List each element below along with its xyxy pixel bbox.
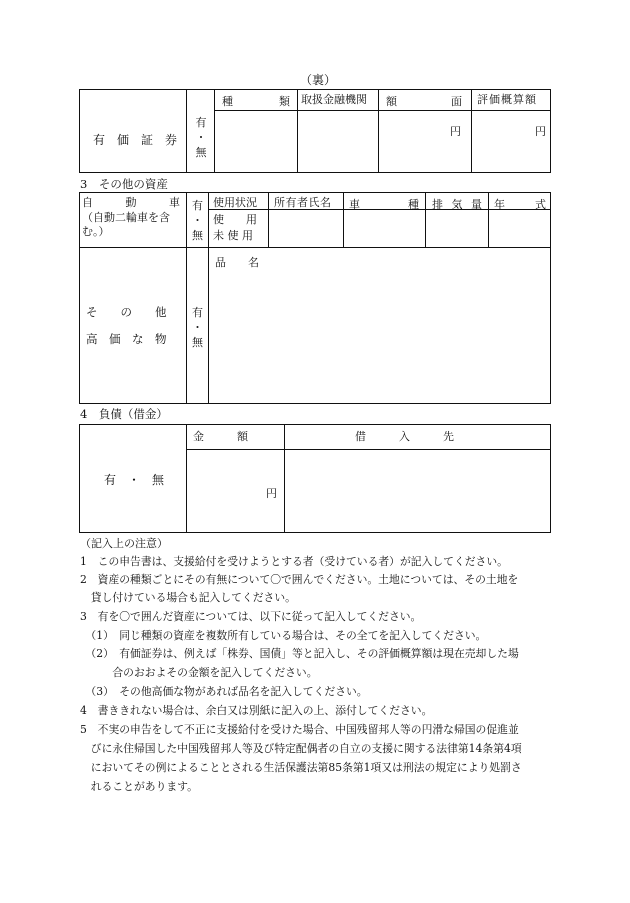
- header-face-value: 額 面: [386, 95, 462, 108]
- note-line: （3） その他高価な物があれば品名を記入してください。: [80, 685, 368, 698]
- header-financial-institution: 取扱金融機関: [301, 93, 367, 106]
- header-displacement: 排 気 量: [432, 198, 482, 211]
- header-vehicle-type: 車 種: [349, 198, 419, 211]
- usage-not-in-use: 未 使 用: [213, 229, 253, 242]
- securities-label: 有 価 証 券: [93, 133, 178, 147]
- header-amount: 金 額: [193, 430, 248, 443]
- item-name-label: 品 名: [215, 256, 259, 269]
- note-line: 合のおおよその金額を記入してください。: [80, 666, 318, 679]
- header-owner-name: 所有者氏名: [274, 196, 332, 209]
- note-line: 2 資産の種類ごとにその有無について〇で囲んでください。土地については、その土地を: [80, 573, 519, 586]
- header-estimated-value: 評価概算額: [477, 93, 537, 106]
- notes-title: （記入上の注意）: [80, 537, 168, 550]
- header-type: 種 類: [222, 95, 290, 108]
- note-line: においてその例によることとされる生活保護法第85条第1項又は刑法の規定により処罰さ: [80, 761, 522, 774]
- valuables-label-1: そ の 他: [86, 305, 167, 319]
- note-line: 3 有を〇で囲んだ資産については、以下に従って記入してください。: [80, 610, 422, 623]
- header-usage-status: 使用状況: [213, 196, 257, 209]
- note-line: （1） 同じ種類の資産を複数所有している場合は、その全てを記入してください。: [80, 629, 487, 642]
- face-value-yen: 円: [450, 125, 461, 138]
- page-side-label: （裏）: [300, 73, 337, 87]
- note-line: 貸し付けている場合も記入してください。: [80, 591, 296, 604]
- header-lender: 借 入 先: [355, 430, 454, 443]
- valuables-label-2: 高 価 な 物: [86, 332, 167, 346]
- debt-yen: 円: [266, 487, 277, 500]
- note-line: 4 書ききれない場合は、余白又は別紙に記入の上、添付してください。: [80, 704, 433, 717]
- note-line: 1 この申告書は、支援給付を受けようとする者（受けている者）が記入してください。: [80, 555, 508, 568]
- vehicle-umu: 有 ・ 無: [192, 199, 203, 242]
- header-model-year: 年 式: [494, 198, 546, 211]
- valuables-umu: 有 ・ 無: [192, 306, 203, 349]
- vehicle-label: 自 動 車 （自動二輪車を含 む。）: [82, 196, 180, 239]
- estimated-value-yen: 円: [535, 125, 546, 138]
- securities-umu: 有 ・ 無: [195, 116, 207, 159]
- debt-title: 4 負債（借金）: [80, 407, 168, 421]
- other-assets-title: 3 その他の資産: [80, 177, 168, 191]
- note-line: 5 不実の申告をして不正に支援給付を受けた場合、中国残留邦人等の円滑な帰国の促進並: [80, 723, 519, 736]
- note-line: れることがあります。: [80, 780, 198, 793]
- note-line: びに永住帰国した中国残留邦人等及び特定配偶者の自立の支援に関する法律第14条第4項: [80, 742, 522, 755]
- debt-umu: 有 ・ 無: [104, 473, 165, 487]
- usage-in-use: 使 用: [213, 213, 257, 226]
- note-line: （2） 有価証券は、例えば「株券、国債」等と記入し、その評価概算額は現在売却した場: [80, 647, 519, 660]
